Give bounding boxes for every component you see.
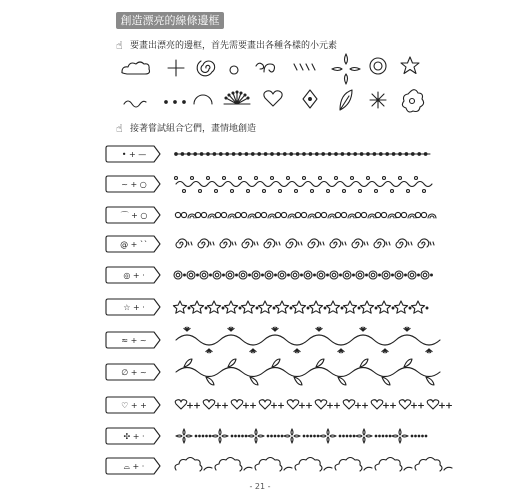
formula-box-wave-fan	[106, 332, 160, 348]
section-heading-combine: 接著嘗試組合它們，畫情地創造	[130, 124, 257, 134]
border-star	[173, 301, 427, 313]
double-circle-icon	[370, 58, 386, 74]
formula-text: ≈ + ~	[121, 336, 147, 345]
formula-text: • + —	[121, 150, 147, 159]
formula-box-spiral-dashes	[106, 236, 160, 252]
border-wave-circle	[175, 177, 433, 193]
formula-text: @ + ``	[120, 240, 148, 249]
border-cloud	[175, 458, 452, 472]
diamond-flower-icon	[332, 54, 360, 84]
asterisk-icon	[370, 92, 386, 108]
hand-pointer-icon: ☝	[116, 122, 123, 135]
formula-text: ☆ + ·	[123, 303, 145, 312]
formula-box-wave-circle	[106, 176, 160, 192]
formula-box-heart-plus	[106, 397, 160, 413]
flower-icon	[402, 90, 423, 112]
formula-box-cloud	[106, 458, 160, 474]
border-double-circle	[174, 271, 432, 279]
formula-box-wave-leaf	[106, 364, 160, 380]
star-icon	[401, 57, 419, 74]
border-spiral-dashes	[176, 239, 434, 248]
formula-text: ✣ + ·	[123, 432, 145, 441]
border-wave-fan	[176, 327, 440, 353]
formula-box-dot-line	[106, 146, 160, 162]
spiral-icon	[197, 61, 214, 76]
fan-icon	[224, 91, 250, 104]
arc-icon	[194, 95, 212, 104]
formula-box-double-circle	[106, 267, 160, 283]
swirl-icon	[256, 63, 275, 72]
hand-pointer-icon: ☝	[116, 39, 123, 52]
formula-text: ◎ + ·	[123, 271, 145, 280]
dashes-icon	[294, 64, 315, 70]
border-arc-circle	[175, 212, 436, 218]
cloud-icon	[122, 62, 150, 74]
formula-text: ∅ + ~	[121, 368, 147, 377]
border-heart-plus	[175, 400, 451, 409]
page-title: 創造漂亮的線條邊框	[116, 12, 224, 29]
formula-text: ⌓ + ·	[123, 462, 145, 471]
formula-box-star	[106, 299, 160, 315]
dots-icon	[165, 101, 186, 104]
wave-icon	[124, 101, 146, 107]
border-wave-leaf	[176, 359, 440, 385]
formula-box-arc-circle	[106, 207, 160, 223]
circle-icon	[230, 66, 238, 74]
diamond-icon	[303, 90, 317, 108]
formula-text: ♡ + +	[121, 401, 147, 410]
formula-box-flower-dots	[106, 428, 160, 444]
plus-icon	[168, 60, 184, 76]
page-number: - 21 -	[249, 482, 271, 491]
formula-text: ⌒ + ○	[120, 211, 148, 220]
leaf-icon	[340, 90, 352, 110]
section-heading-elements: 要畫出漂亮的邊框，首先需要畫出各種各樣的小元素	[130, 41, 338, 51]
border-flower-dots	[176, 429, 427, 443]
border-dot-line	[175, 153, 430, 156]
heart-icon	[264, 91, 282, 106]
formula-text: ~ + ○	[121, 180, 147, 189]
formula-boxes	[106, 146, 160, 474]
